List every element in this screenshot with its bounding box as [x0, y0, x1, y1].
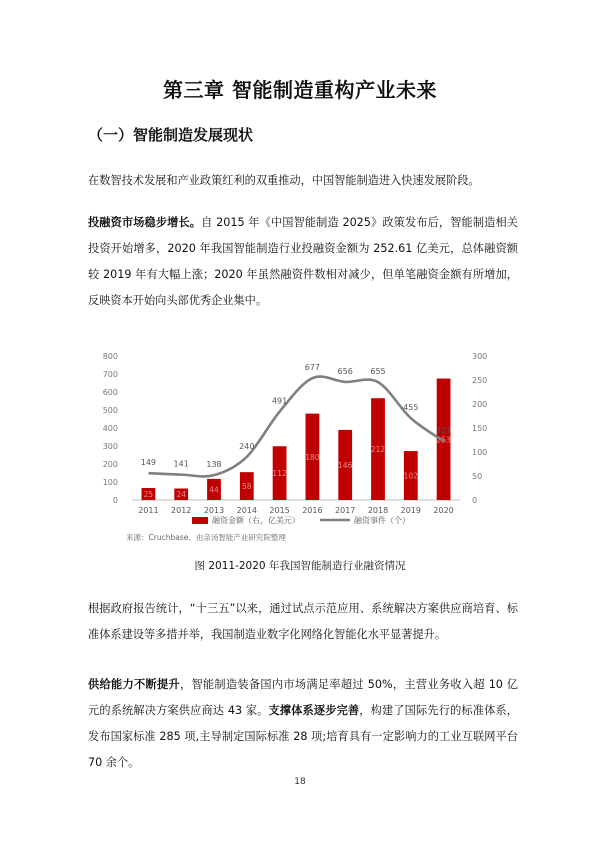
bar-value-label: 212 — [370, 445, 386, 455]
investment-text: 自 2015 年《中国智能制造 2025》政策发布后，智能制造相关投资开始增多，2020 年我国智能制造行业投融资金额为 252.61 亿美元，总体融资额较 2019 年有大幅上涨；2020 年虽然融资件数相对减少，但单笔融资金额有所增加，反映资本开始向头部优秀企业集中。 — [88, 216, 518, 307]
support-text: ，构建了国际先行的标准体系，发布国家标准 285 项,主导制定国际标准 28 项;培育具有一定影响力的工业互联网平台 70 余个。 — [88, 704, 518, 769]
financing-chart — [88, 340, 518, 550]
chapter-title: 第三章 智能制造重构产业未来 — [163, 78, 437, 102]
chart-caption: 图 2011-2020 年我国智能制造行业融资情况 — [194, 560, 406, 572]
right-axis-tick-label: 0 — [472, 496, 478, 505]
x-axis-tick-label: 2017 — [335, 506, 356, 515]
bar-value-label: 58 — [242, 482, 252, 492]
financing-chart-svg — [88, 340, 518, 550]
bar-value-label: 112 — [272, 469, 287, 479]
bar-value-label: 25 — [143, 490, 154, 499]
page-number: 18 — [294, 777, 306, 787]
section-title: （一）智能制造发展现状 — [88, 126, 254, 144]
x-axis-tick-label: 2020 — [433, 506, 454, 515]
legend-bar-label: 融资金额（右，亿美元） — [212, 516, 300, 525]
left-axis-tick-label: 200 — [102, 460, 118, 469]
line-value-label: 677 — [304, 363, 321, 373]
support-heading: 支撑体系逐步完善 — [268, 704, 360, 717]
x-axis-tick-label: 2014 — [236, 506, 257, 515]
legend-bar-swatch — [192, 517, 208, 524]
x-axis-tick-label: 2016 — [302, 506, 323, 515]
supply-paragraph — [88, 672, 518, 776]
supply-text: ，智能制造装备国内市场满足率超过 50%，主营业务收入超 10 亿元的系统解决方案供应商达 43 家。 — [88, 678, 518, 717]
line-value-label: 149 — [140, 458, 157, 468]
left-axis-tick-label: 500 — [102, 406, 118, 415]
line-value-label: 240 — [239, 441, 255, 451]
line-series — [148, 377, 443, 477]
left-axis-tick-label: 700 — [102, 370, 118, 379]
bar-value-label: 146 — [338, 460, 353, 470]
left-axis-tick-label: 800 — [102, 352, 118, 361]
right-axis-tick-label: 300 — [472, 352, 488, 361]
bar-value-label: 180 — [305, 452, 320, 462]
line-value-label: 141 — [173, 459, 189, 469]
bar-value-label: 24 — [176, 490, 186, 500]
left-axis-tick-label: 600 — [102, 388, 118, 397]
right-axis-tick-label: 50 — [472, 472, 483, 481]
line-value-label: 655 — [370, 367, 386, 377]
x-axis-tick-label: 2013 — [203, 506, 225, 515]
investment-paragraph — [88, 210, 518, 314]
right-axis-tick-label: 100 — [472, 448, 488, 457]
right-axis-tick-label: 150 — [472, 424, 488, 433]
line-value-label: 327 — [435, 426, 452, 436]
policy-paragraph: 根据政府报告统计，“十三五”以来，通过试点示范应用、系统解决方案供应商培育、标准体系建设等多措并举，我国制造业数字化网络化智能化水平显著提升。 — [88, 602, 518, 641]
line-value-label: 455 — [403, 403, 419, 413]
intro-paragraph: 在数智技术发展和产业政策红利的双重推动，中国智能制造进入快速发展阶段。 — [88, 174, 480, 187]
x-axis-tick-label: 2012 — [171, 506, 192, 515]
line-value-label: 491 — [271, 396, 288, 406]
left-axis-tick-label: 100 — [102, 478, 118, 487]
investment-heading: 投融资市场稳步增长。 — [88, 216, 202, 229]
legend-line-label: 融资事件（个） — [354, 516, 410, 525]
bar-value-label: 253 — [436, 435, 451, 445]
line-value-label: 138 — [206, 460, 222, 470]
line-value-label: 656 — [337, 366, 353, 376]
left-axis-tick-label: 400 — [102, 424, 118, 433]
bar-value-label: 102 — [403, 471, 418, 481]
x-axis-tick-label: 2015 — [269, 506, 290, 515]
x-axis-tick-label: 2018 — [367, 506, 389, 515]
right-axis-tick-label: 250 — [472, 376, 488, 385]
x-axis-tick-label: 2019 — [400, 506, 421, 515]
supply-heading: 供给能力不断提升 — [88, 678, 180, 691]
bar-value-label: 44 — [209, 485, 219, 495]
right-axis-tick-label: 200 — [472, 400, 488, 409]
left-axis-tick-label: 0 — [112, 496, 118, 505]
chart-source: 来源：Cruchbase、由亲汤智能产业研究院整理 — [126, 533, 286, 542]
x-axis-tick-label: 2011 — [138, 506, 159, 515]
left-axis-tick-label: 300 — [102, 442, 118, 451]
